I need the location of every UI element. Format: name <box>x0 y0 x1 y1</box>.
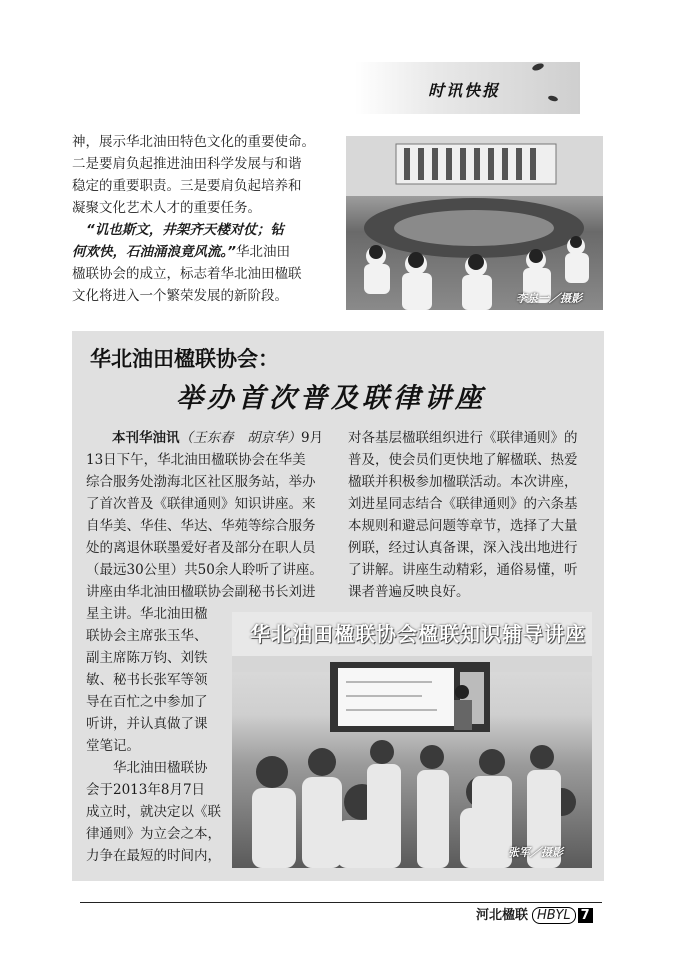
text-line: 稳定的重要职责。三是要肩负起培养和 <box>72 178 302 194</box>
text-line: 课者普遍反映良好。 <box>348 584 470 600</box>
text-line: 处的离退休联墨爱好者及部分在职人员 <box>86 540 316 556</box>
footer-rule <box>80 902 602 903</box>
lecture-photo <box>232 612 592 868</box>
text-line: 成立时，就决定以《联 <box>86 804 221 820</box>
photo-credit: 张军／摄影 <box>508 846 563 859</box>
article-lead: 本刊华油讯 <box>112 430 180 446</box>
text-line: 联协会主席张玉华、 <box>86 628 208 644</box>
poem-line: “讥也斯文，井架齐天楼对仗；钻 <box>86 222 284 238</box>
text-line: 楹联并积极参加楹联活动。本次讲座， <box>348 474 578 490</box>
article-column-1 <box>86 427 332 603</box>
meeting-photo <box>346 136 603 310</box>
text-line: 敏、秘书长张军等领 <box>86 672 208 688</box>
article-column-2 <box>348 427 594 603</box>
page-footer <box>476 904 593 923</box>
intro-text <box>72 131 340 307</box>
photo-credit: 李泉一／摄影 <box>516 292 582 305</box>
text-line: 力争在最短的时间内， <box>86 848 221 864</box>
text-line: （最远30公里）共50余人聆听了讲座。 <box>86 562 323 578</box>
lecture-banner-text: 华北油田楹联协会楹联知识辅导讲座 <box>250 622 586 646</box>
text-line: 文化将进入一个繁荣发展的新阶段。 <box>72 288 288 304</box>
text-line: 了讲解。讲座生动精彩，通俗易懂，听 <box>348 562 578 578</box>
text-line: 律通则》为立会之本， <box>86 826 221 842</box>
text-line: 副主席陈万钧、刘铁 <box>86 650 208 666</box>
text-line: 自华美、华佳、华达、华苑等综合服务 <box>86 518 316 534</box>
article-title: 华北油田楹联协会： <box>90 347 279 371</box>
text-line: 本规则和避忌问题等章节，选择了大量 <box>348 518 578 534</box>
text-line: 凝聚文化艺术人才的重要任务。 <box>72 200 261 216</box>
article-authors: （王东春 胡京华） <box>179 430 301 446</box>
text-line: 华北油田楹联协 <box>86 760 208 776</box>
text-line: 13日下午，华北油田楹联协会在华美 <box>86 452 306 468</box>
page-number: 7 <box>578 908 593 923</box>
text-fragment: 华北油田 <box>235 244 290 260</box>
text-line: 星主讲。华北油田楹 <box>86 606 208 622</box>
text-line: 二是要肩负起推进油田科学发展与和谐 <box>72 156 302 172</box>
text-line: 综合服务处渤海北区社区服务站，举办 <box>86 474 316 490</box>
article-column-1-narrow <box>86 603 228 867</box>
text-line: 导在百忙之中参加了 <box>86 694 208 710</box>
meeting-scene <box>346 136 603 310</box>
magazine-name: 河北楹联 <box>476 908 529 923</box>
section-title: 时讯快报 <box>428 81 501 100</box>
text-line: 楹联协会的成立，标志着华北油田楹联 <box>72 266 302 282</box>
text-line: 了首次普及《联律通则》知识讲座。来 <box>86 496 316 512</box>
poem-line: 何欢快，石油涌浪竟风流。” <box>72 244 236 260</box>
text-line: 刘进星同志结合《联律通则》的六条基 <box>348 496 578 512</box>
article-subtitle: 举办首次普及联律讲座 <box>176 383 486 414</box>
text-line: 讲座由华北油田楹联协会副秘书长刘进 <box>86 584 316 600</box>
magazine-code: HBYL <box>532 907 576 924</box>
text-line: 会于2013年8月7日 <box>86 782 206 798</box>
text-fragment: 9月 <box>301 430 324 446</box>
text-line: 例联，经过认真备课，深入浅出地进行 <box>348 540 578 556</box>
text-line: 听讲，并认真做了课 <box>86 716 208 732</box>
text-line: 普及，使会员们更快地了解楹联、热爱 <box>348 452 578 468</box>
text-line: 堂笔记。 <box>86 738 140 754</box>
text-line <box>72 241 340 263</box>
text-line <box>86 427 332 449</box>
text-line: 神，展示华北油田特色文化的重要使命。 <box>72 134 315 150</box>
text-line: 对各基层楹联组织进行《联律通则》的 <box>348 430 578 446</box>
